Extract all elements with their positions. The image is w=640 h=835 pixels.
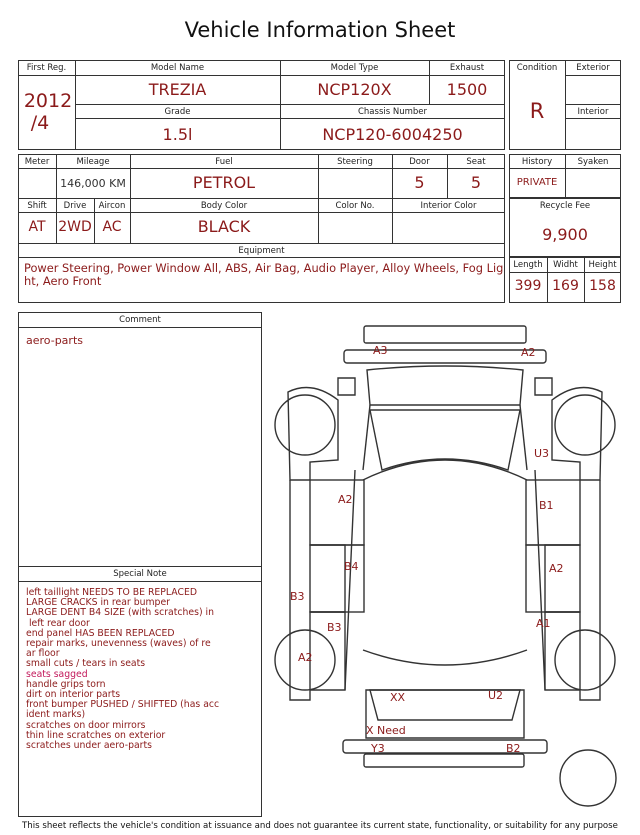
aircon-value: AC bbox=[102, 219, 122, 235]
seat-value: 5 bbox=[470, 173, 482, 192]
special-note-item: left rear door bbox=[26, 617, 90, 629]
special-note-item: LARGE CRACKS in rear bumper bbox=[26, 597, 170, 609]
first-reg-year: 2012 bbox=[23, 90, 73, 112]
front-bumper-top bbox=[364, 326, 526, 343]
aircon-label: Aircon bbox=[98, 201, 126, 211]
body-color-value: BLACK bbox=[197, 217, 251, 236]
chassis-value: NCP120-6004250 bbox=[322, 125, 463, 144]
divider bbox=[318, 154, 319, 243]
special-note-item: front bumper PUSHED / SHIFTED (has acc bbox=[26, 699, 220, 711]
left-pillar bbox=[338, 378, 355, 395]
disclaimer-footer: This sheet reflects the vehicle's condition at issuance and does not guarantee its current state, functionality, or suitability for any purpose bbox=[22, 821, 618, 831]
syaken-label: Syaken bbox=[577, 157, 609, 167]
special-note-item: left taillight NEEDS TO BE REPLACED bbox=[26, 587, 198, 598]
damage-label-b2: B2 bbox=[506, 742, 521, 755]
right-pillar bbox=[535, 378, 552, 395]
history-label: History bbox=[521, 157, 553, 167]
roof-left-line bbox=[363, 405, 370, 470]
right-front-door bbox=[526, 480, 580, 545]
exhaust-label: Exhaust bbox=[449, 63, 485, 73]
grade-label: Grade bbox=[164, 107, 191, 117]
damage-label-a2-left-door: A2 bbox=[338, 493, 353, 506]
divider bbox=[509, 272, 621, 273]
left-front-wheel bbox=[275, 395, 335, 455]
damage-label-a3: A3 bbox=[373, 344, 388, 357]
condition-label: Condition bbox=[516, 63, 558, 73]
length-label: Length bbox=[513, 260, 543, 270]
rear-bumper-bottom bbox=[364, 754, 524, 767]
divider bbox=[18, 566, 262, 567]
roof-right-line bbox=[520, 405, 527, 470]
divider bbox=[392, 154, 393, 243]
spare-wheel bbox=[560, 750, 616, 806]
door-label: Door bbox=[409, 157, 430, 167]
special-note-label: Special Note bbox=[113, 569, 167, 579]
width-label: Widht bbox=[553, 260, 578, 270]
left-front-fender bbox=[288, 388, 338, 481]
right-rear-door bbox=[526, 545, 580, 612]
meter-label: Meter bbox=[24, 157, 50, 167]
divider bbox=[565, 60, 566, 150]
hood bbox=[367, 366, 523, 405]
history-value: PRIVATE bbox=[516, 177, 558, 188]
model-type-value: NCP120X bbox=[317, 80, 392, 99]
grade-value: 1.5l bbox=[162, 125, 193, 144]
special-note-item: LARGE DENT B4 SIZE (with scratches) in bbox=[26, 607, 215, 619]
first-reg-label: First Reg. bbox=[26, 63, 67, 73]
special-note-item: handle grips torn bbox=[26, 678, 106, 690]
recycle-fee-value: 9,900 bbox=[542, 225, 588, 244]
special-note-item: ar floor bbox=[26, 648, 60, 660]
color-no-label: Color No. bbox=[335, 201, 375, 211]
special-note-item: end panel HAS BEEN REPLACED bbox=[26, 627, 175, 639]
divider bbox=[18, 327, 262, 328]
left-front-door bbox=[310, 480, 364, 545]
length-value: 399 bbox=[514, 278, 542, 294]
fuel-value: PETROL bbox=[192, 173, 256, 192]
car-damage-diagram bbox=[266, 318, 636, 818]
divider bbox=[75, 118, 505, 119]
right-front-fender bbox=[552, 388, 602, 481]
chassis-label: Chassis Number bbox=[357, 107, 428, 117]
fuel-label: Fuel bbox=[215, 157, 233, 167]
damage-label-a1: A1 bbox=[536, 617, 551, 630]
divider bbox=[18, 198, 505, 199]
special-note-item: dirt on interior parts bbox=[26, 689, 121, 701]
divider bbox=[565, 75, 621, 76]
divider bbox=[565, 104, 621, 105]
divider bbox=[18, 243, 505, 244]
left-rear-door bbox=[310, 545, 364, 612]
condition-grade: R bbox=[529, 99, 545, 123]
special-note-item: scratches under aero-parts bbox=[26, 740, 152, 752]
shift-label: Shift bbox=[27, 201, 47, 211]
recycle-fee-label: Recycle Fee bbox=[539, 201, 591, 211]
divider bbox=[18, 168, 505, 169]
height-label: Height bbox=[588, 260, 617, 270]
interior-label: Interior bbox=[577, 107, 609, 117]
special-note-item: thin line scratches on exterior bbox=[26, 729, 166, 741]
damage-label-xx: XX bbox=[390, 691, 406, 704]
divider bbox=[18, 257, 505, 258]
interior-color-label: Interior Color bbox=[420, 201, 477, 211]
height-value: 158 bbox=[589, 278, 616, 294]
equipment-line-2: ht, Aero Front bbox=[24, 274, 102, 288]
damage-label-u2: U2 bbox=[488, 689, 504, 702]
damage-label-b3-left: B3 bbox=[290, 590, 305, 603]
divider bbox=[75, 104, 505, 105]
shift-value: AT bbox=[28, 219, 46, 235]
seat-label: Seat bbox=[466, 157, 486, 167]
page-title: Vehicle Information Sheet bbox=[184, 18, 456, 42]
divider bbox=[18, 75, 505, 76]
roof-lower bbox=[363, 650, 527, 665]
door-value: 5 bbox=[414, 173, 425, 192]
exhaust-value: 1500 bbox=[446, 80, 488, 99]
body-top bbox=[363, 460, 527, 480]
equipment-label: Equipment bbox=[238, 246, 285, 256]
damage-label-u3: U3 bbox=[534, 447, 550, 460]
comment-text: aero-parts bbox=[26, 334, 83, 347]
special-notes-list bbox=[26, 588, 226, 751]
divider bbox=[565, 118, 621, 119]
windshield bbox=[370, 410, 520, 470]
damage-label-a2-right-door: A2 bbox=[549, 562, 564, 575]
model-name-label: Model Name bbox=[150, 63, 205, 73]
drive-value: 2WD bbox=[58, 219, 92, 235]
comment-label: Comment bbox=[119, 315, 161, 325]
special-note-item: ident marks) bbox=[26, 709, 86, 721]
divider bbox=[18, 212, 505, 213]
right-rear-wheel bbox=[555, 630, 615, 690]
drive-label: Drive bbox=[63, 201, 87, 211]
equipment-line-1: Power Steering, Power Window All, ABS, Air Bag, Audio Player, Alloy Wheels, Fog Lig bbox=[24, 261, 504, 275]
damage-label-b4: B4 bbox=[344, 560, 359, 573]
right-rear-quarter bbox=[545, 480, 600, 700]
damage-label-a2-wheel: A2 bbox=[298, 651, 313, 664]
model-type-label: Model Type bbox=[330, 63, 379, 73]
body-color-label: Body Color bbox=[200, 201, 248, 211]
damage-label-b1: B1 bbox=[539, 499, 554, 512]
damage-label-y3: Y3 bbox=[371, 742, 385, 755]
right-front-wheel bbox=[555, 395, 615, 455]
special-note-item: scratches on door mirrors bbox=[26, 719, 146, 731]
special-note-item: small cuts / tears in seats bbox=[26, 658, 146, 670]
mileage-value: 146,000 KM bbox=[60, 177, 126, 190]
steering-label: Steering bbox=[337, 157, 373, 167]
exterior-label: Exterior bbox=[576, 63, 610, 73]
width-value: 169 bbox=[552, 278, 579, 294]
model-name-value: TREZIA bbox=[148, 80, 207, 99]
damage-label-a2-front: A2 bbox=[521, 346, 536, 359]
special-note-item: seats sagged bbox=[26, 668, 88, 680]
damage-label-b3: B3 bbox=[327, 621, 342, 634]
special-note-item: repair marks, unevenness (waves) of re bbox=[26, 638, 211, 650]
mileage-label: Mileage bbox=[76, 157, 110, 167]
first-reg-month: /4 bbox=[30, 112, 50, 134]
damage-label-x-need: X Need bbox=[366, 724, 406, 737]
body-outline bbox=[345, 470, 545, 690]
divider bbox=[18, 581, 262, 582]
